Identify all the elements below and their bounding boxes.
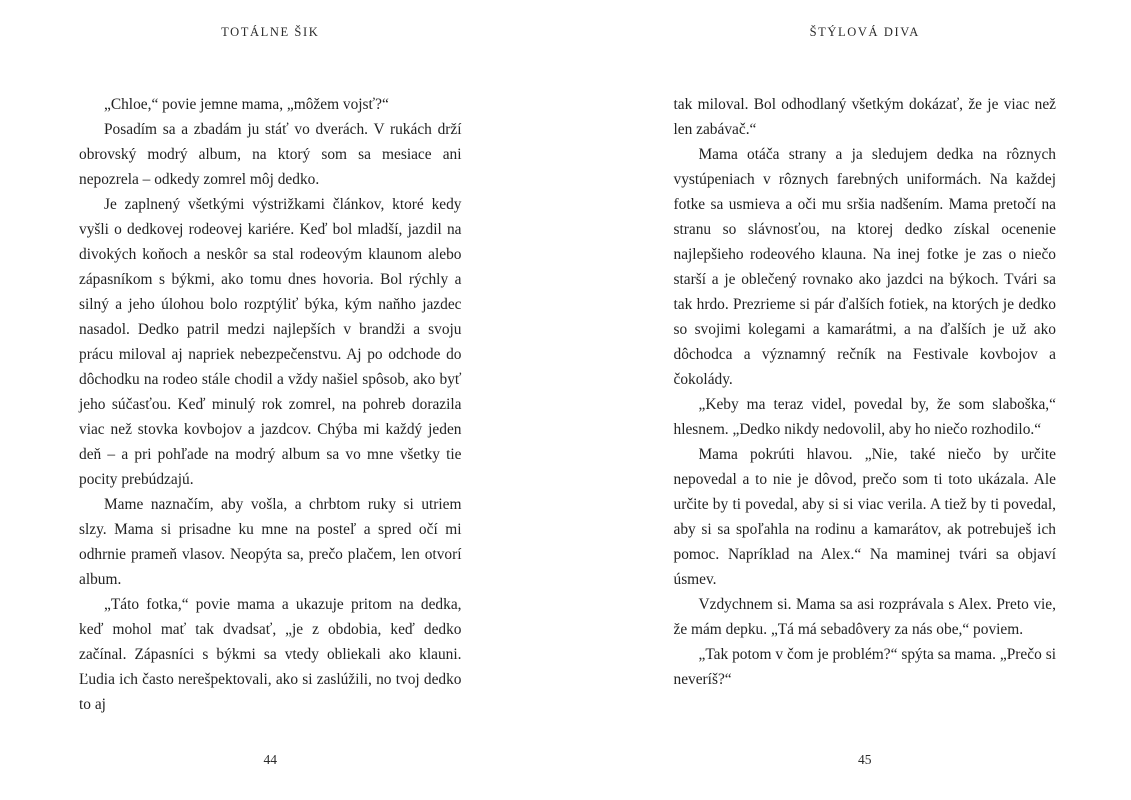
paragraph: Mame naznačím, aby vošla, a chrbtom ruky si utriem slzy. Mama si prisadne ku mne na posteľ a spred očí mi odhrnie prameň vlasov. Neopýta sa, prečo plačem, len otvorí album. — [79, 496, 462, 588]
page-number-left: 44 — [263, 752, 277, 767]
paragraph: Posadím sa a zbadám ju stáť vo dverách. V rukách drží obrovský modrý album, na ktorý som sa mesiace ani nepozrela – odkedy zomrel môj dedko. — [79, 121, 462, 188]
page-right-body — [674, 92, 1057, 692]
paragraph: Mama otáča strany a ja sledujem dedka na rôznych vystúpeniach v rôznych farebných uniformách. Na každej fotke sa usmieva a oči mu sršia nadšením. Mama pretočí na stranu so slávnosťou, na ktorej dedko získal ocenenie najlepšieho rodeového klauna. Na inej fotke je zas o niečo starší a je oblečený rovnako ako jazdci na býkoch. Tvári sa tak hrdo. Prezrieme si pár ďalších fotiek, na ktorých je dedko so svojimi kolegami a kamarátmi, a na ďalších je už ako dôchodca a významný rečník na Festivale kovbojov a čokolády. — [673, 146, 1056, 388]
paragraph: „Tak potom v čom je problém?“ spýta sa mama. „Prečo si neveríš?“ — [673, 646, 1056, 688]
page-number-right: 45 — [858, 752, 872, 767]
running-head-right: ŠTÝLOVÁ DIVA — [809, 25, 920, 39]
paragraph: „Táto fotka,“ povie mama a ukazuje pritom na dedka, keď mohol mať tak dvadsať, „je z obdobia, keď dedko začínal. Zápasníci s býkmi sa vtedy obliekali ako klauni. Ľudia ich často nerešpektovali, ako si zaslúžili, no tvoj dedko to aj — [79, 596, 462, 713]
paragraph: „Chloe,“ povie jemne mama, „môžem vojsť?“ — [104, 96, 389, 113]
page-right — [566, 0, 1131, 800]
running-head-left: TOTÁLNE ŠIK — [221, 25, 320, 39]
paragraph: „Keby ma teraz videl, povedal by, že som slaboška,“ hlesnem. „Dedko nikdy nedovolil, aby ho niečo rozhodilo.“ — [673, 396, 1056, 438]
paragraph: Je zaplnený všetkými výstrižkami článkov, ktoré kedy vyšli o dedkovej rodeovej kariére. Keď bol mladší, jazdil na divokých koňoch a neskôr sa stal rodeovým klaunom alebo zápasníkom s býkmi, ako tomu dnes hovoria. Bol rýchly a silný a jeho úlohou bolo rozptýliť býka, kým naňho jazdec nasadol. Dedko patril medzi najlepších v brandži a svoju prácu miloval aj napriek nebezpečenstvu. Aj po odchode do dôchodku na rodeo stále chodil a vždy našiel spôsob, ako byť jeho súčasťou. Keď minulý rok zomrel, na pohreb dorazila viac než stovka kovbojov a jazdcov. Chýba mi každý jeden deň – a pri pohľade na modrý album sa vo mne všetky tie pocity prebúdzajú. — [79, 196, 462, 488]
paragraph: Mama pokrúti hlavou. „Nie, také niečo by určite nepovedal a to nie je dôvod, prečo som ti toto ukázala. Ale určite by ti povedal, aby si si viac verila. A tiež by ti povedal, aby si sa spoľahla na rodinu a kamarátov, ak potrebuješ ich pomoc. Napríklad na Alex.“ Na maminej tvári sa objaví úsmev. — [673, 446, 1056, 588]
page-left-body — [79, 92, 462, 717]
paragraph-continuation: tak miloval. Bol odhodlaný všetkým dokázať, že je viac než len zabávač.“ — [673, 96, 1056, 138]
paragraph: Vzdychnem si. Mama sa asi rozprávala s Alex. Preto vie, že mám depku. „Tá má sebadôvery za nás obe,“ poviem. — [673, 596, 1056, 638]
